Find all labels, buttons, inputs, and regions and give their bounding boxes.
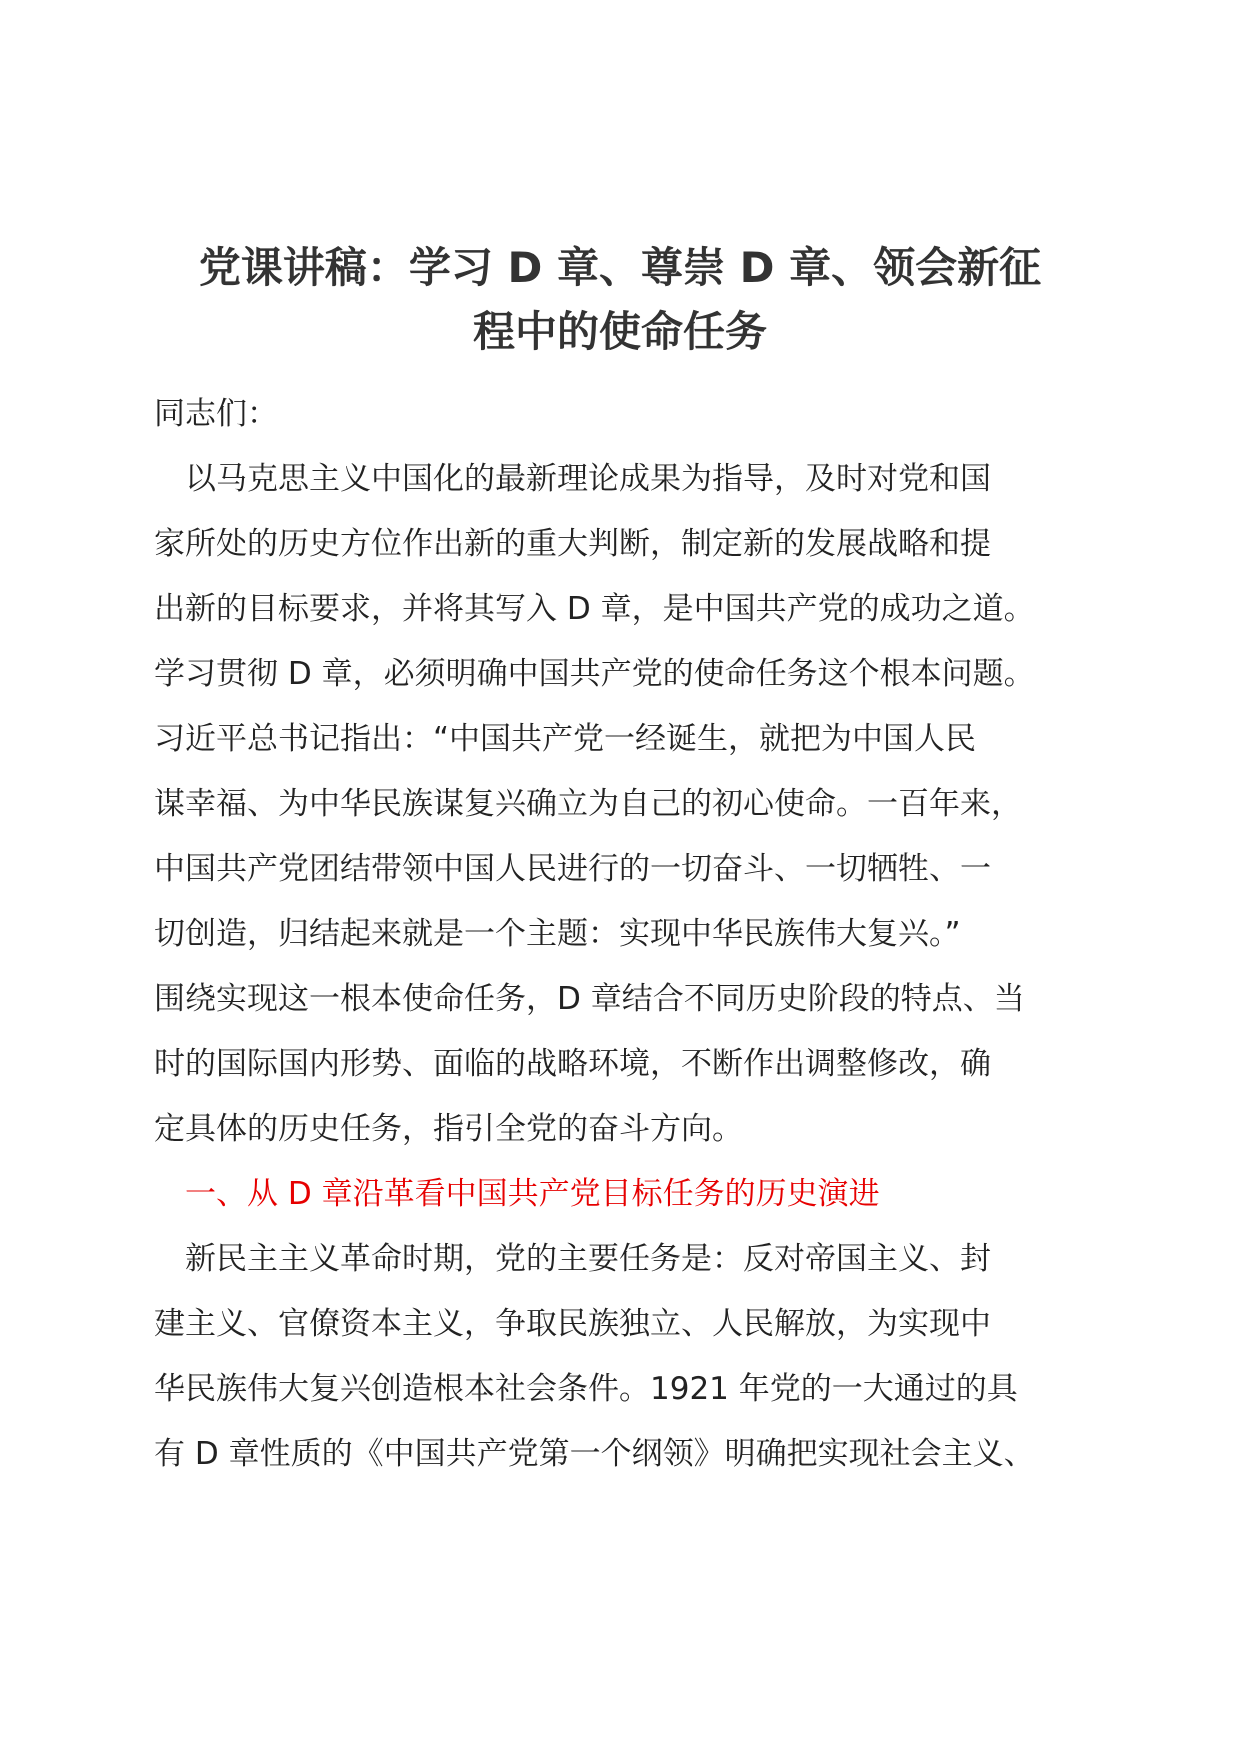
paragraph-line: 家所处的历史方位作出新的重大判断，制定新的发展战略和提 [154,526,991,562]
title-line-1: 党课讲稿：学习 D 章、尊崇 D 章、领会新征 [198,243,1042,292]
paragraph-line: 学习贯彻 D 章，必须明确中国共产党的使命任务这个根本问题。 [154,656,1035,692]
paragraph-line: 习近平总书记指出：“中国共产党一经诞生，就把为中国人民 [154,721,977,757]
paragraph-line: 建主义、官僚资本主义，争取民族独立、人民解放，为实现中 [154,1306,991,1342]
paragraph-line: 定具体的历史任务，指引全党的奋斗方向。 [154,1111,743,1147]
document-body [154,382,1114,1487]
paragraph-line: 出新的目标要求，并将其写入 D 章，是中国共产党的成功之道。 [154,591,1035,627]
paragraph-line: 围绕实现这一根本使命任务，D 章结合不同历史阶段的特点、当 [154,981,1025,1017]
paragraph-line: 以马克思主义中国化的最新理论成果为指导，及时对党和国 [185,461,991,497]
document-title [150,236,1090,364]
paragraph-line: 时的国际国内形势、面临的战略环境，不断作出调整修改，确 [154,1046,991,1082]
paragraph-line: 中国共产党团结带领中国人民进行的一切奋斗、一切牺牲、一 [154,851,991,887]
salutation: 同志们： [154,396,278,432]
paragraph-line: 有 D 章性质的《中国共产党第一个纲领》明确把实现社会主义、 [154,1436,1035,1472]
title-line-2: 程中的使命任务 [472,307,767,356]
paragraph-line: 新民主主义革命时期，党的主要任务是：反对帝国主义、封 [185,1241,991,1277]
paragraph-2 [154,1227,1114,1487]
paragraph-line: 华民族伟大复兴创造根本社会条件。1921 年党的一大通过的具 [154,1371,1018,1407]
paragraph-line: 切创造，归结起来就是一个主题：实现中华民族伟大复兴。” [154,916,961,952]
section-heading-1: 一、从 D 章沿革看中国共产党目标任务的历史演进 [185,1176,880,1212]
paragraph-1 [154,447,1114,1162]
paragraph-line: 谋幸福、为中华民族谋复兴确立为自己的初心使命。一百年来， [154,786,1022,822]
